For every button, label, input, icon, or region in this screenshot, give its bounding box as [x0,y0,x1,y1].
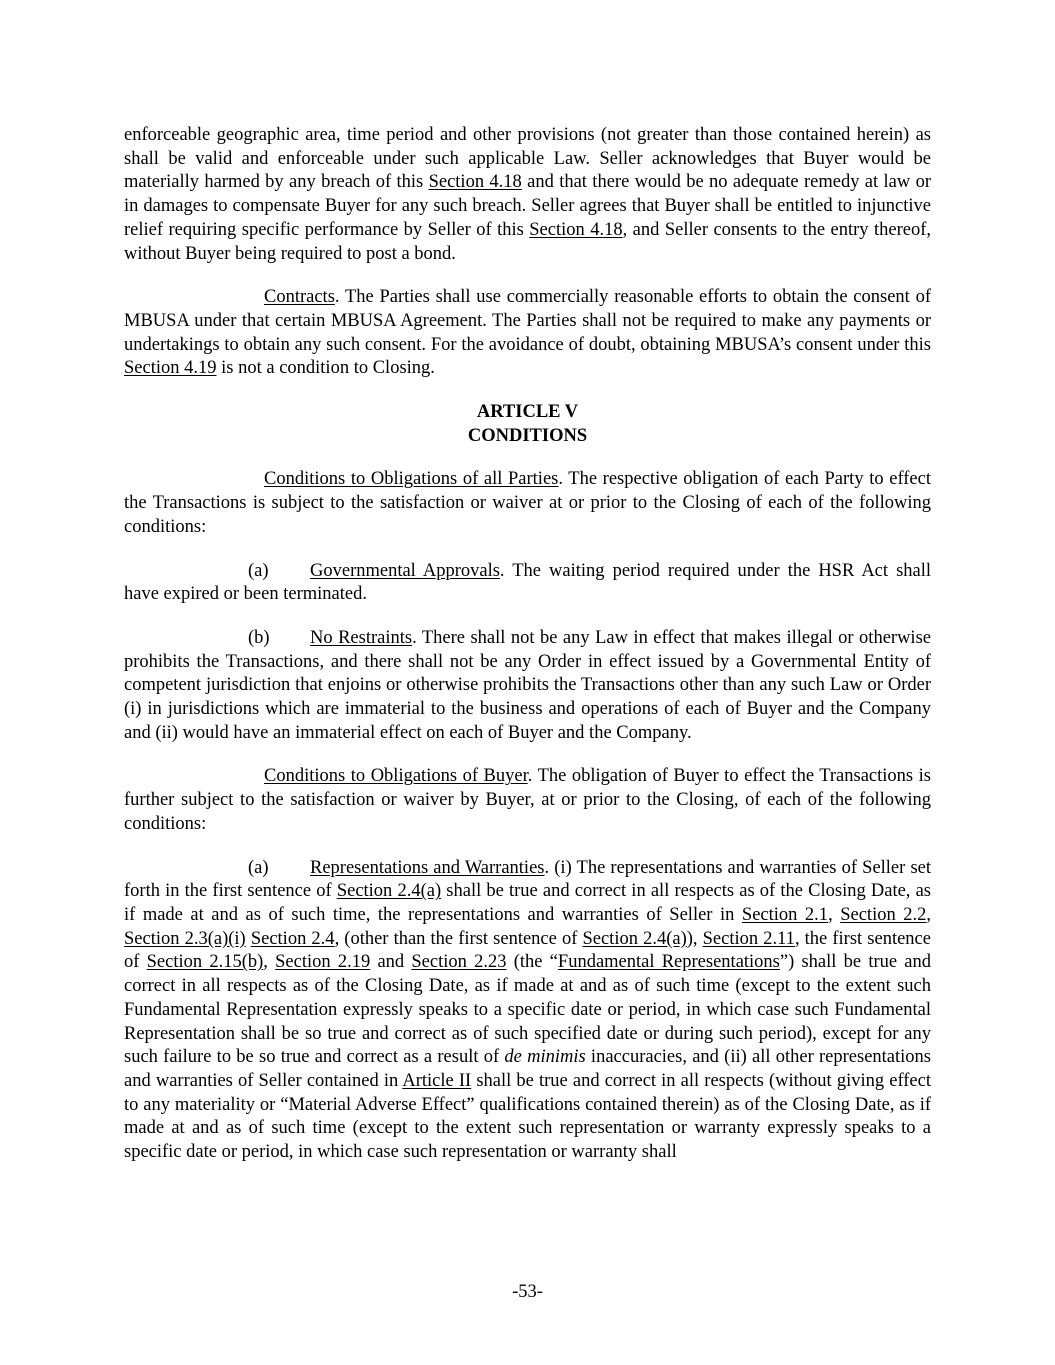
text: . The waiting period required under the HSR Act shall have expired or been terminated. [124,560,932,605]
section-reference: Section 2.19 [275,952,371,973]
text: . The respective obligation of each Party to effect the Transactions is subject to the satisfaction or waiver at or prior to the Closing of each of the following conditions: [124,469,931,537]
paragraph-conditions-all-parties [124,468,931,539]
text: , (other than the first sentence of [334,928,583,949]
paragraph-non-compete-continued [124,124,931,266]
section-reference: Section 2.15(b) [146,952,264,973]
section-reference: Section 2.2 [840,904,927,925]
section-reference: Section 4.18 [529,219,623,240]
text: ), [686,928,703,949]
italic-term: de minimis [504,1047,586,1068]
section-reference: Section 2.3(a)(i) [124,928,246,949]
text: . There shall not be any Law in effect that makes illegal or otherwise prohibits the Transactions, and there shall not be any Order in effect issued by a Governmental Entity of competent jurisdiction that enjoins or otherwise prohibits the Transactions other than any such Law or Order (i) in jurisdictions which are immaterial to the business and operations of each of Buyer and the Company and (ii) would have an immaterial effect on each of Buyer and the Company. [124,627,931,743]
text: . The obligation of Buyer to effect the Transactions is further subject to the satisfaction or waiver by Buyer, at or prior to the Closing, of each of the following conditions: [124,766,932,834]
text: inaccuracies, and (ii) all other representations and warranties of Seller contained in [124,1047,931,1091]
text: , [828,904,841,925]
text: ”) shall be true and correct in all respects as of the Closing Date, as if made at and as of such time (except to the extent such Fundamental Representation expressly speaks to a specific date or period, in which case such Fundamental Representation shall be so true and correct as of such specified date or during such period), except for any such failure to be so true and correct as a result of [124,952,932,1068]
clause-title: Governmental Approvals [310,560,500,581]
article-reference: Article II [402,1070,472,1091]
text: and [370,952,412,973]
section-title: Contracts [264,287,335,308]
paragraph-governmental-approvals [124,560,931,607]
text: , [926,904,931,925]
text: enforceable geographic area, time period and other provisions (not greater than those contained herein) as shall be valid and enforceable under such applicable Law. Seller acknowledges that Buyer would be materially harmed by any breach of this [124,125,931,193]
section-title: Conditions to Obligations of all Parties [264,469,559,490]
text: (the “ [506,952,558,973]
paragraph-representations-warranties [124,857,931,1165]
article-title: CONDITIONS [467,425,588,446]
section-reference: Section 2.1 [741,904,829,925]
section-reference: Section 4.18 [428,172,522,193]
section-reference: Section 2.11 [702,928,795,949]
text: , the first sentence of [124,928,931,973]
clause-label: (a) [248,857,269,878]
paragraph-no-restraints [124,627,931,746]
section-title: Conditions to Obligations of Buyer [264,766,528,787]
defined-term: Fundamental Representations [557,952,780,973]
article-heading [124,401,931,448]
clause-label: (b) [248,627,270,648]
section-reference: Section 2.23 [411,952,507,973]
text: . The Parties shall use commercially reasonable efforts to obtain the consent of MBUSA under that certain MBUSA Agreement. The Parties shall not be required to make any payments or undertakings to obtain any such consent. For the avoidance of doubt, obtaining MBUSA’s consent under this [124,287,931,355]
text: and that there would be no adequate remedy at law or in damages to compensate Buyer for any such breach. Seller agrees that Buyer shall be entitled to injunctive relief requiring specific performance by Seller of this [124,172,931,240]
text: , [263,952,276,973]
section-reference: Section 2.4(a) [582,928,687,949]
section-reference: Section 2.4(a) [336,881,442,902]
section-reference: Section 4.19 [124,358,217,379]
paragraph-conditions-buyer [124,765,931,836]
clause-label: (a) [248,560,269,581]
document-page [124,124,931,1165]
article-number: ARTICLE V [476,402,579,423]
text: shall be true and correct in all respects as of the Closing Date, as if made at and as of such time, the representations and warranties of Seller in [124,881,931,925]
text: , and Seller consents to the entry thereof, without Buyer being required to post a bond. [124,219,931,264]
text: . (i) The representations and warranties of Seller set forth in the first sentence of [124,857,931,902]
text: is not a condition to Closing. [216,358,435,379]
paragraph-contracts [124,286,931,381]
text: shall be true and correct in all respects (without giving effect to any materiality or “Material Adverse Effect” qualifications contained therein) as of the Closing Date, as if made at and as of such time (except to the extent such representation or warranty expressly speaks to a specific date or period, in which case such representation or warranty shall [124,1070,931,1163]
clause-title: Representations and Warranties [310,857,545,878]
page-number: -53- [512,1282,543,1302]
section-reference: Section 2.4 [250,928,335,949]
clause-title: No Restraints [310,627,413,648]
